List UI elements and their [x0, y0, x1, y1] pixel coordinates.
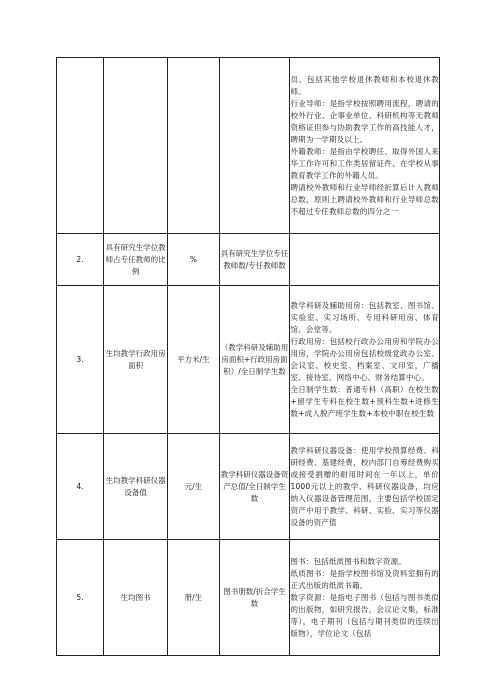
indicator-unit: 册/生 [168, 540, 219, 656]
indicator-unit: % [168, 234, 219, 286]
row-index: 4. [57, 434, 104, 540]
indicator-description [290, 540, 440, 656]
indicator-formula: （教学科研及辅助用房面积+行政用房面积）/全日制学生数 [219, 286, 290, 434]
description-paragraph: 外籍教师：是指由学校聘任、取得外国人来华工作许可和工作类居留证件、在学校从事教育教学工作的外籍人员。 [290, 146, 439, 180]
description-paragraph: 聘请校外教师和行业导师经折算后计入教师总数，原则上聘请校外教师和行业导师总数不超过专任教师总数的四分之一 [290, 182, 439, 216]
indicator-table [56, 57, 440, 656]
description-paragraph: 全日制学生数：普通专科（高职）在校生数+留学生专科在校生数+预科生数+进修生数+成人脱产班学生数+本校中职在校生数 [290, 384, 439, 418]
description-paragraph: 行政用房：包括校行政办公用房和学院办公用房，学院办公用房包括校级党政办公室、会议室、校史室、档案室、文印室，广播室、接待室、网络中心、财务结算中心。 [290, 336, 439, 382]
indicator-name [103, 58, 167, 234]
indicator-unit: 元/生 [168, 434, 219, 540]
row-index [57, 58, 104, 234]
table-row [57, 234, 440, 286]
indicator-description [290, 234, 440, 286]
table-body [57, 58, 440, 656]
indicator-description [290, 286, 440, 434]
indicator-name: 生均教学科研仪器设备值 [103, 434, 167, 540]
description-paragraph: 员、包括其他学校退休教师和本校退休教师。 [290, 74, 439, 96]
indicator-name: 生均教学行政用房面积 [103, 286, 167, 434]
row-index: 5. [57, 540, 104, 656]
indicator-name: 生均图书 [103, 540, 167, 656]
indicator-unit [168, 58, 219, 234]
description-paragraph: 图书：包括纸质图书和数字资源。 [290, 556, 406, 566]
indicator-formula: 教学科研仪器设备资产总值/全日制学生数 [219, 434, 290, 540]
row-index: 2. [57, 234, 104, 286]
table-row [57, 58, 440, 234]
indicator-formula: 具有研究生学位专任教师数/专任教师数 [219, 234, 290, 286]
row-index: 3. [57, 286, 104, 434]
table-row [57, 540, 440, 656]
indicator-description [290, 434, 440, 540]
indicator-formula [219, 58, 290, 234]
description-paragraph: 数字资源：是指电子图书（包括与图书类似的出版物，如研究报告，会议论文集，标准等），电子期刊（包括与期刊类似的连续出版物），学位论文（包括 [290, 592, 439, 638]
description-paragraph: 纸质图书：是指学校图书馆及资料室拥有的正式出版的纸质书籍。 [290, 568, 439, 590]
indicator-unit: 平方米/生 [168, 286, 219, 434]
table-row [57, 434, 440, 540]
table-row [57, 286, 440, 434]
indicator-formula: 图书册数/折合学生数 [219, 540, 290, 656]
description-paragraph: 教学科研及辅助用房：包括教室、图书馆、实验室、实习场所、专用科研用房、体育馆、会堂等。 [290, 300, 439, 334]
indicator-name: 具有研究生学位教师占专任教师的比例 [103, 234, 167, 286]
description-paragraph: 行业导师：是指学校按照聘用流程，聘请的校外行业、企事业单位、科研机构等无教师资格证但参与协助教学工作的高技能人才，聘期为一学期及以上。 [290, 98, 439, 144]
description-paragraph: 教学科研仪器设备：使用学校预算经费、科研经费、基建经费，校内部门自筹经费购买或接受捐赠的耐用时间在一年以上，单价1000元以上的教学、科研仪器设备，均应纳入仪器设备管理范围，主要包括学校固定资产中用于教学、科研、实验、实习等仪器设备的资产值 [290, 445, 439, 527]
indicator-description [290, 58, 440, 234]
